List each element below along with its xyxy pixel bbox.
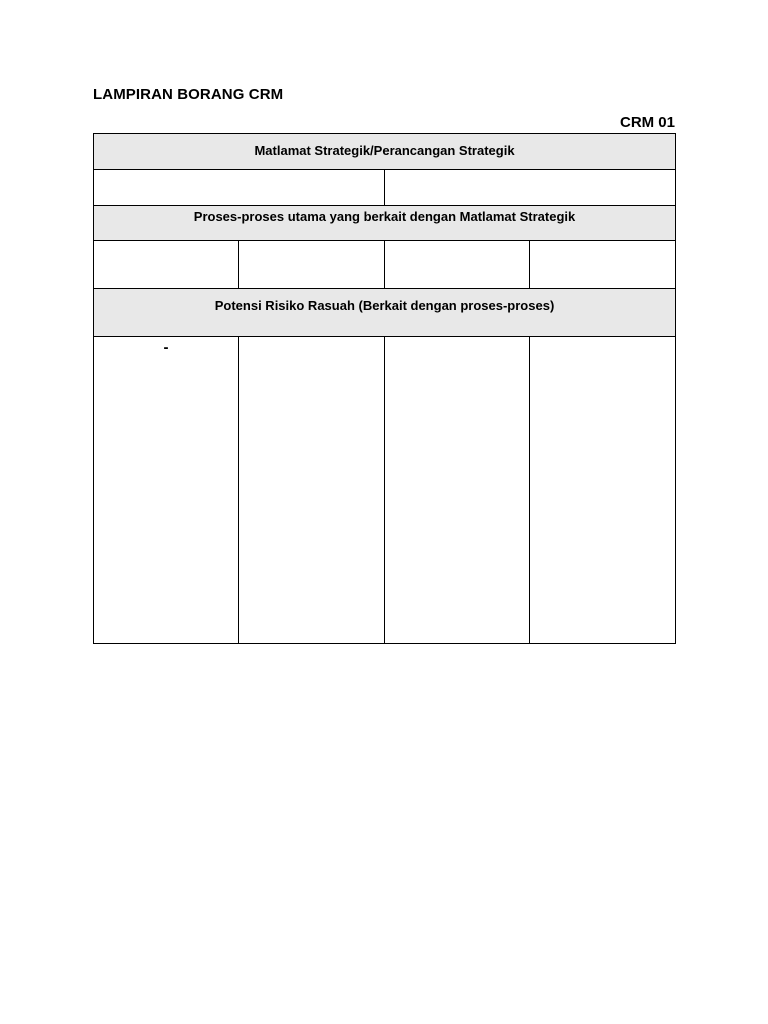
risk-cell-3[interactable] [385, 337, 530, 644]
processes-header-cell [94, 206, 676, 241]
processes-input-row [94, 241, 676, 289]
goals-header-label: Matlamat Strategik/Perancangan Strategik [254, 143, 515, 158]
process-cell-2[interactable] [239, 241, 385, 289]
risk-cell-2[interactable] [239, 337, 385, 644]
process-cell-4[interactable] [530, 241, 676, 289]
goals-header-cell [94, 134, 676, 170]
process-cell-1[interactable] [94, 241, 239, 289]
crm-form-table [93, 133, 676, 644]
goals-input-row [94, 170, 676, 206]
risk-cell-1[interactable] [94, 337, 239, 644]
process-cell-3[interactable] [385, 241, 530, 289]
risk-cell-1-text: - [163, 339, 169, 356]
goals-header-row [94, 134, 676, 170]
document-title: LAMPIRAN BORANG CRM [93, 86, 284, 103]
risks-header-row [94, 289, 676, 337]
risks-input-row [94, 337, 676, 644]
risks-header-cell [94, 289, 676, 337]
risk-cell-4[interactable] [530, 337, 676, 644]
goals-cell-1[interactable] [94, 170, 385, 206]
processes-header-row [94, 206, 676, 241]
risks-header-label: Potensi Risiko Rasuah (Berkait dengan proses-proses) [214, 298, 555, 313]
processes-header-label: Proses-proses utama yang berkait dengan Matlamat Strategik [193, 209, 576, 224]
form-code-label: CRM 01 [619, 114, 675, 131]
goals-cell-2[interactable] [385, 170, 676, 206]
